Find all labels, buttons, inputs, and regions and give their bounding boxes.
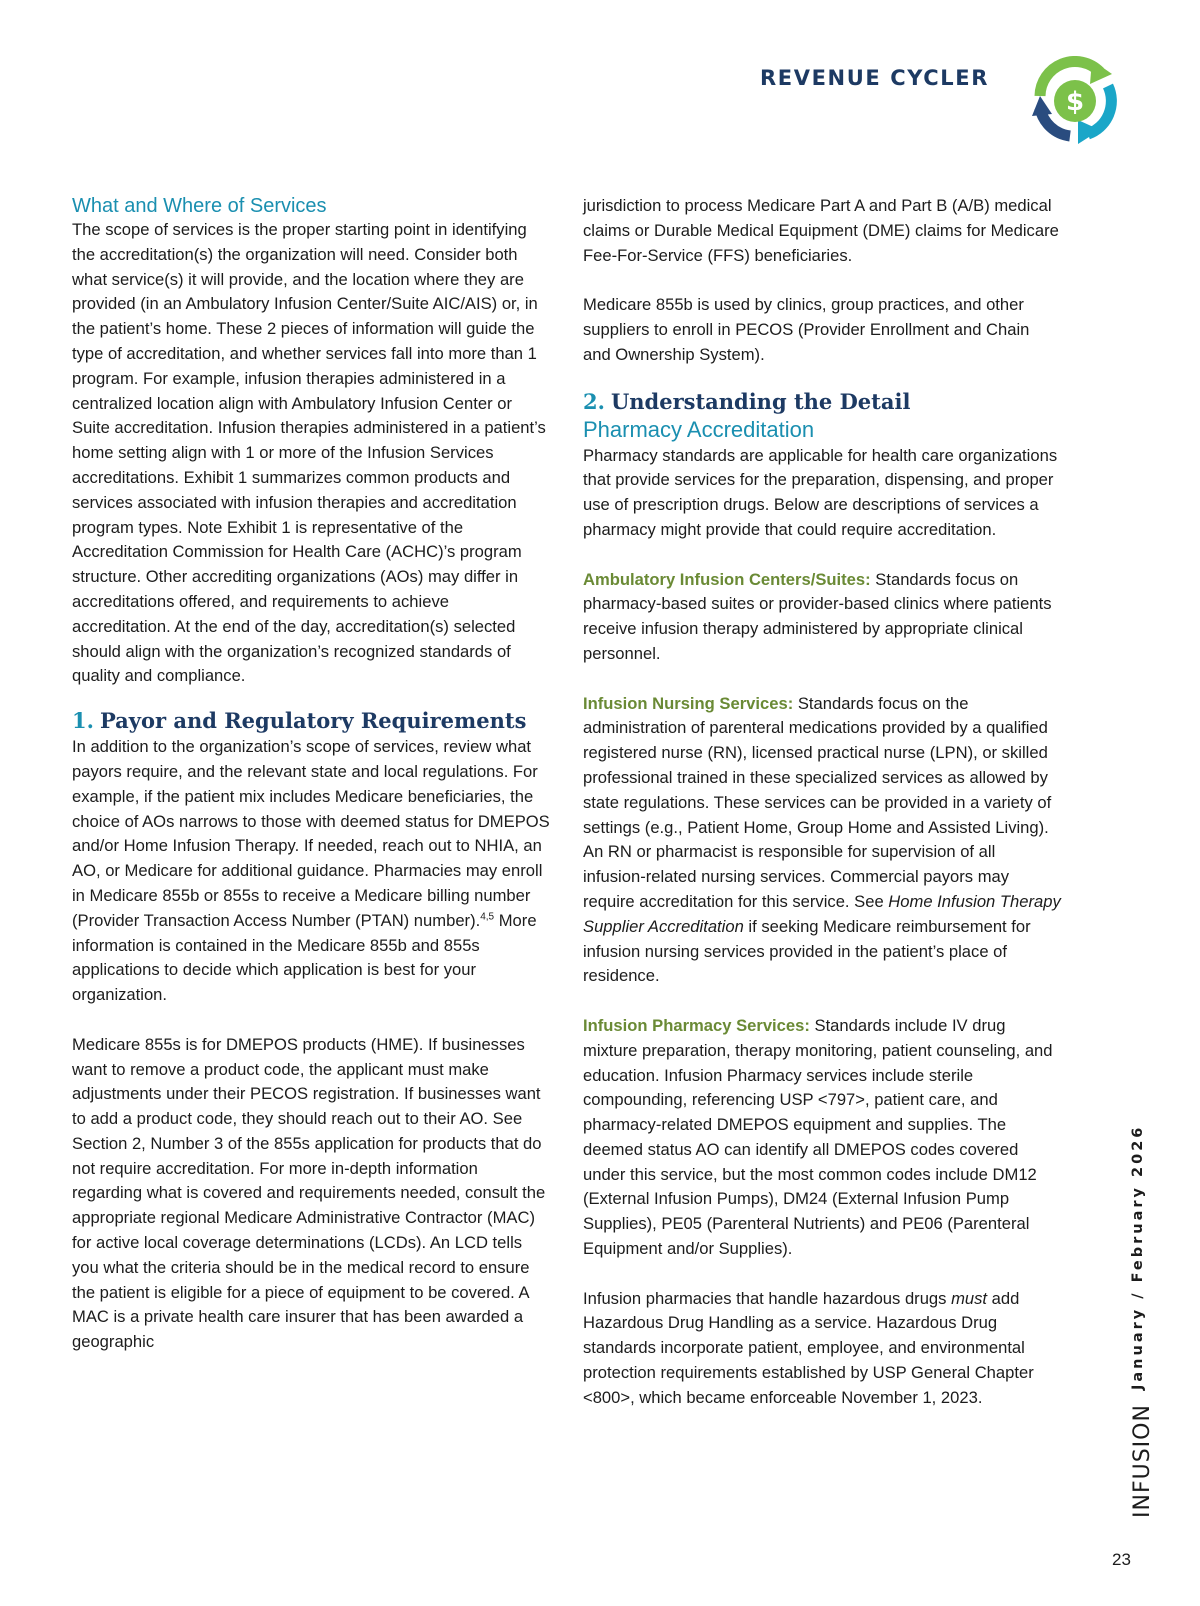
section-2-number: 2. <box>583 388 605 414</box>
text-hazardous: Infusion pharmacies that handle hazardous drugs <box>583 1288 952 1308</box>
paragraph-nursing <box>583 692 1061 990</box>
section-title: REVENUE CYCLER <box>760 66 989 90</box>
text-nursing: Standards focus on the administration of parenteral medications provided by a qualified registered nurse (RN), licensed practical nurse (LPN), or skilled professional trained in these specialized services as allowed by state regulations. These services can be provided in a variety of settings (e.g., Patient Home, Group Home and Assisted Living). An RN or pharmacist is responsible for supervision of all infusion-related nursing services. Commercial payors may require accreditation for this service. See <box>583 693 1052 911</box>
paragraph-pharmacy-standards: Pharmacy standards are applicable for health care organizations that provide services for the preparation, dispensing, and proper use of prescription drugs. Below are descriptions of services a pharmacy might provide that could require accreditation. <box>583 445 1058 539</box>
subhead-pharmacy-accreditation: Pharmacy Accreditation <box>583 416 815 442</box>
section-1-number: 1. <box>72 708 94 734</box>
left-column <box>72 194 550 1355</box>
label-pharmacy-services: Infusion Pharmacy Services: <box>583 1015 810 1035</box>
revenue-cycle-logo-icon <box>1030 56 1120 146</box>
paragraph-payor-text: In addition to the organization’s scope of services, review what payors require, and the relevant state and local regulations. For example, if the patient mix includes Medicare beneficiaries, the choice of AOs narrows to those with deemed status for DMEPOS and/or Home Infusion Therapy. If needed, reach out to NHIA, an AO, or Medicare for additional guidance. Pharmacies may enroll in Medicare 855b or 855s to receive a Medicare billing number (Provider Transaction Access Number (PTAN) number). <box>72 737 550 930</box>
text-hazardous-cont: add Hazardous Drug Handling as a service. Hazardous Drug standards incorporate patient, employee, and environmental protection requirements established by USP General Chapter <800>, which became enforceable November 1, 2023. <box>583 1288 1034 1407</box>
paragraph-pharmacy-services <box>583 1014 1061 1262</box>
paragraph-855b: Medicare 855b is used by clinics, group practices, and other suppliers to enroll in PECOS (Provider Enrollment and Chain and Ownership System). <box>583 295 1030 364</box>
label-nursing: Infusion Nursing Services: <box>583 693 794 713</box>
section-2-heading <box>583 388 1061 416</box>
issue-date: January / February 2026 <box>1130 1124 1146 1390</box>
paragraph-payor <box>72 735 550 1008</box>
text-aic: Standards focus on pharmacy-based suites or provider-based clinics where patients receive infusion therapy administered by appropriate clinical personnel. <box>583 569 1052 663</box>
section-1-heading <box>72 707 550 735</box>
paragraph-hazardous <box>583 1287 1061 1411</box>
text-nursing-italic: Home Infusion Therapy Supplier Accreditation <box>583 891 1061 936</box>
section-2-title: Understanding the Detail <box>610 388 911 414</box>
text-pharmacy-services: Standards include IV drug mixture preparation, therapy monitoring, patient counseling, and education. Infusion Pharmacy services include sterile compounding, referencing USP <797>, patient care, and pharmacy-related DMEPOS equipment and supplies. The deemed status AO can identify all DMEPOS codes covered under this service, but the most common codes include DM12 (External Infusion Pumps), DM24 (External Infusion Pump Supplies), PE05 (Parenteral Nutrients) and PE06 (Parenteral Equipment and/or Supplies). <box>583 1015 1053 1259</box>
paragraph-855s: Medicare 855s is for DMEPOS products (HME). If businesses want to remove a product code, the applicant must make adjustments under their PECOS registration. If businesses want to add a product code, they should reach out to their AO. See Section 2, Number 3 of the 855s application for products that do not require accreditation. For more in-depth information regarding what is covered and requirements needed, consult the appropriate regional Medicare Administrative Contractor (MAC) for active local coverage determinations (LCDs). An LCD tells you what the criteria should be in the medical record to ensure the patient is eligible for a piece of equipment to be covered. A MAC is a private health care insurer that has been awarded a geographic <box>72 1034 546 1352</box>
paragraph-scope: The scope of services is the proper starting point in identifying the accreditation(s) the organization will need. Consider both what service(s) it will provide, and the location where they are provided (in an Ambulatory Infusion Center/Suite AIC/AIS) or, in the patient’s home. These 2 pieces of information will guide the type of accreditation, and whether services fall into more than 1 program. For example, infusion therapies administered in a centralized location align with Ambulatory Infusion Center or Suite accreditation. Infusion therapies administered in a patient’s home setting align with 1 or more of the Infusion Services accreditations. Exhibit 1 summarizes common products and services associated with infusion therapies and accreditation program types. Note Exhibit 1 is representative of the Accreditation Commission for Health Care (ACHC)’s program structure. Other accrediting organizations (AOs) may differ in accreditations offered, and requirements to achieve accreditation. At the end of the day, accreditation(s) selected should align with the organization’s recognized standards of quality and compliance. <box>72 220 546 686</box>
page-number: 23 <box>1112 1550 1131 1569</box>
text-hazardous-italic: must <box>951 1288 988 1308</box>
magazine-brand: INFUSION <box>1130 1404 1155 1518</box>
section-1-title: Payor and Regulatory Requirements <box>99 708 527 734</box>
paragraph-jurisdiction: jurisdiction to process Medicare Part A and Part B (A/B) medical claims or Durable Medical Equipment (DME) claims for Medicare Fee-For-Service (FFS) beneficiaries. <box>583 196 1059 265</box>
dollar-symbol: $ <box>1065 87 1085 117</box>
label-aic: Ambulatory Infusion Centers/Suites: <box>583 569 871 589</box>
right-column <box>583 194 1061 1411</box>
paragraph-aic <box>583 568 1061 667</box>
paragraph-payor-text-cont: More information is contained in the Medicare 855b and 855s applications to decide which application is best for your organization. <box>72 910 537 1005</box>
text-nursing-cont: if seeking Medicare reimbursement for infusion nursing services provided in the patient’s place of residence. <box>583 916 1031 986</box>
citation-superscript: 4,5 <box>480 911 495 923</box>
subhead-what-where: What and Where of Services <box>72 195 327 217</box>
